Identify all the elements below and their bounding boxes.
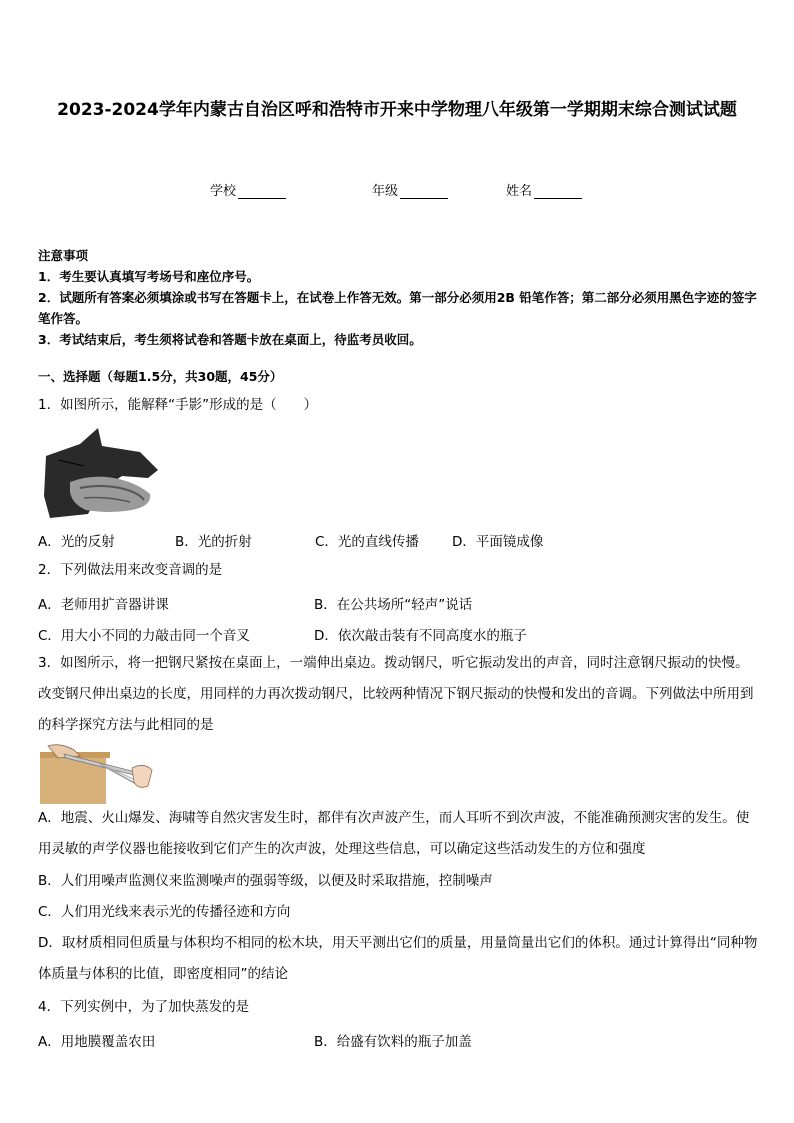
- notes-block: [38, 245, 760, 350]
- name-blank[interactable]: [534, 184, 582, 199]
- page-title: 2023-2024学年内蒙古自治区呼和浩特市开来中学物理八年级第一学期期末综合测试试题: [57, 100, 737, 120]
- q2-option-a[interactable]: A．老师用扩音器讲课: [38, 597, 169, 613]
- question-2-options-row2: [38, 624, 760, 648]
- school-blank[interactable]: [238, 184, 286, 199]
- grade-label: 年级: [372, 184, 399, 199]
- school-label: 学校: [210, 184, 237, 199]
- q1-option-b[interactable]: B．光的折射: [175, 534, 252, 550]
- question-4-options: [38, 1030, 760, 1054]
- question-3-stem: 3．如图所示，将一把钢尺紧按在桌面上，一端伸出桌边。拨动钢尺，听它振动发出的声音，同时注意钢尺振动的快慢。改变钢尺伸出桌边的长度，用同样的力再次拨动钢尺，比较两种情况下钢尺振动的快慢和发出的音调。下列做法中所用到的科学探究方法与此相同的是: [38, 655, 754, 733]
- question-1-stem: 1．如图所示，能解释“手影”形成的是（ ）: [38, 397, 318, 413]
- q3-option-b[interactable]: B．人们用噪声监测仪来监测噪声的强弱等级，以便及时采取措施，控制噪声: [38, 873, 493, 889]
- notes-item: 1．考生要认真填写考场号和座位序号。: [38, 269, 260, 284]
- steel-ruler-image: [40, 742, 154, 808]
- notes-item: 2．试题所有答案必须填涂或书写在答题卡上，在试卷上作答无效。第一部分必须用2B 铅笔作答；第二部分必须用黑色字迹的签字笔作答。: [38, 290, 757, 326]
- q1-option-a[interactable]: A．光的反射: [38, 534, 115, 550]
- name-field[interactable]: [506, 180, 582, 199]
- q1-option-d[interactable]: D．平面镜成像: [452, 534, 544, 550]
- q2-option-b[interactable]: B．在公共场所“轻声”说话: [314, 597, 473, 613]
- q3-option-d[interactable]: D．取材质相同但质量与体积均不相同的松木块，用天平测出它们的质量，用量筒量出它们的体积。通过计算得出“同种物体质量与体积的比值，即密度相同”的结论: [38, 935, 758, 982]
- name-label: 姓名: [506, 184, 533, 199]
- question-2-options-row1: [38, 593, 760, 617]
- school-field[interactable]: [210, 180, 286, 199]
- q4-option-b[interactable]: B．给盛有饮料的瓶子加盖: [314, 1034, 472, 1050]
- notes-item: 3．考试结束后，考生须将试卷和答题卡放在桌面上，待监考员收回。: [38, 332, 422, 347]
- section-heading: 一、选择题（每题1.5分，共30题，45分）: [38, 369, 283, 384]
- q2-option-d[interactable]: D．依次敲击装有不同高度水的瓶子: [314, 628, 527, 644]
- grade-field[interactable]: [372, 180, 448, 199]
- q2-option-c[interactable]: C．用大小不同的力敲击同一个音叉: [38, 628, 250, 644]
- q3-option-a[interactable]: A．地震、火山爆发、海啸等自然灾害发生时，都伴有次声波产生，而人耳听不到次声波，不能准确预测灾害的发生。使用灵敏的声学仪器也能接收到它们产生的次声波，处理这些信息，可以确定这些活动发生的方位和强度: [38, 810, 750, 857]
- q1-option-c[interactable]: C．光的直线传播: [315, 534, 419, 550]
- question-2-stem: 2．下列做法用来改变音调的是: [38, 562, 223, 578]
- q3-option-c[interactable]: C．人们用光线来表示光的传播径迹和方向: [38, 904, 291, 920]
- student-info-row: [0, 180, 794, 200]
- question-4-stem: 4．下列实例中，为了加快蒸发的是: [38, 999, 250, 1015]
- notes-heading: 注意事项: [38, 248, 89, 263]
- grade-blank[interactable]: [400, 184, 448, 199]
- hand-shadow-image: [40, 426, 162, 526]
- question-1-options: [38, 530, 760, 554]
- q4-option-a[interactable]: A．用地膜覆盖农田: [38, 1034, 156, 1050]
